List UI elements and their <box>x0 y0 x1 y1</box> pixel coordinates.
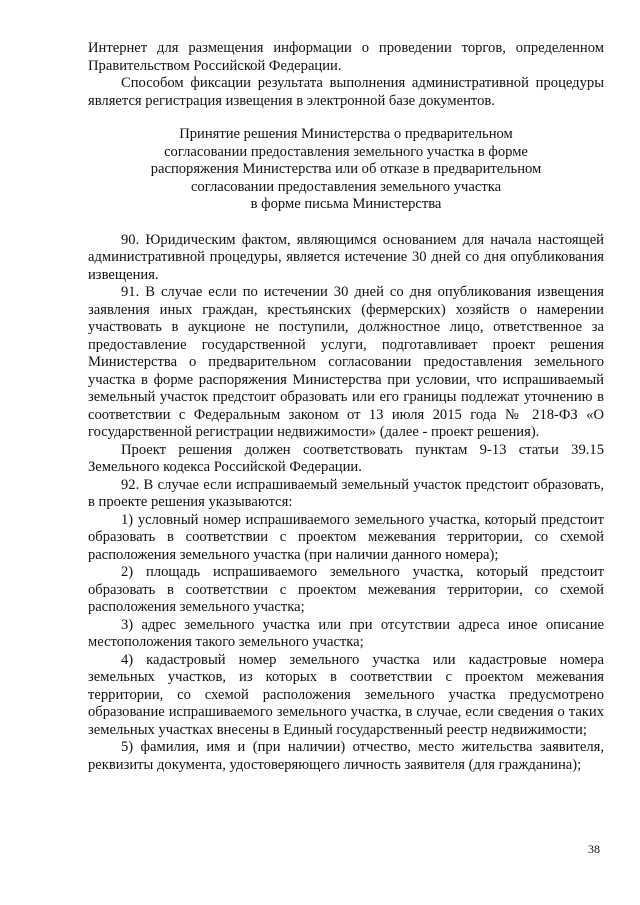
heading-line: согласовании предоставления земельного участка <box>190 178 502 195</box>
heading-line: Принятие решения Министерства о предварительном <box>179 126 513 142</box>
list-item-2: 2) площадь испрашиваемого земельного участка, который предстоит образовать в соответствии с проектом межевания территории, со схемой расположения земельного участка; <box>88 564 604 615</box>
paragraph-92: 92. В случае если испрашиваемый земельный участок предстоит образовать, в проекте решения указываются: <box>88 476 604 510</box>
heading-line: распоряжения Министерства или об отказе в предварительном <box>150 161 542 177</box>
heading-line: согласовании предоставления земельного участка в форме <box>164 143 528 160</box>
paragraph-fixation-method: Способом фиксации результата выполнения административной процедуры является регистрация извещения в электронной базе документов. <box>88 75 604 109</box>
list-item-5: 5) фамилия, имя и (при наличии) отчество, место жительства заявителя, реквизиты документа, удостоверяющего личность заявителя (для гражданина); <box>88 739 604 773</box>
paragraph-draft-decision: Проект решения должен соответствовать пунктам 9-13 статьи 39.15 Земельного кодекса Российской Федерации. <box>88 441 604 475</box>
paragraph-91: 91. В случае если по истечении 30 дней со дня опубликования извещения заявления иных граждан, крестьянских (фермерских) хозяйств о намерении участвовать в аукционе не поступили, должностное лицо, ответственное за предоставление государственной услуги, подготавливает проект решения Министерства о предварительном согласовании предоставления земельного участка в форме распоряжения Министерства при условии, что испрашиваемый земельный участок предстоит образовать или его границы подлежат уточнению в соответствии с Федеральным законом от 13 июля 2015 года № 218-ФЗ «О государственной регистрации недвижимости» (далее - проект решения). <box>88 284 604 440</box>
heading-line: в форме письма Министерства <box>250 196 442 212</box>
document-body <box>88 40 604 774</box>
section-heading <box>88 126 604 214</box>
list-item-3: 3) адрес земельного участка или при отсутствии адреса иное описание местоположения такого земельного участка; <box>88 616 604 650</box>
paragraph-90: 90. Юридическим фактом, являющимся основанием для начала настоящей административной процедуры, является истечение 30 дней со дня опубликования извещения. <box>88 231 604 283</box>
page-number: 38 <box>588 842 600 856</box>
list-item-4: 4) кадастровый номер земельного участка или кадастровые номера земельных участков, из которых в соответствии с проектом межевания территории, со схемой расположения земельного участка предусмотрено образование испрашиваемого земельного участка, в случае, если сведения о таких земельных участках внесены в Единый государственный реестр недвижимости; <box>88 651 604 738</box>
list-item-1: 1) условный номер испрашиваемого земельного участка, который предстоит образовать в соответствии с проектом межевания территории, со схемой расположения земельного участка (при наличии данного номера); <box>88 511 604 563</box>
paragraph-continuation: Интернет для размещения информации о проведении торгов, определенном Правительством Российской Федерации. <box>88 40 604 74</box>
